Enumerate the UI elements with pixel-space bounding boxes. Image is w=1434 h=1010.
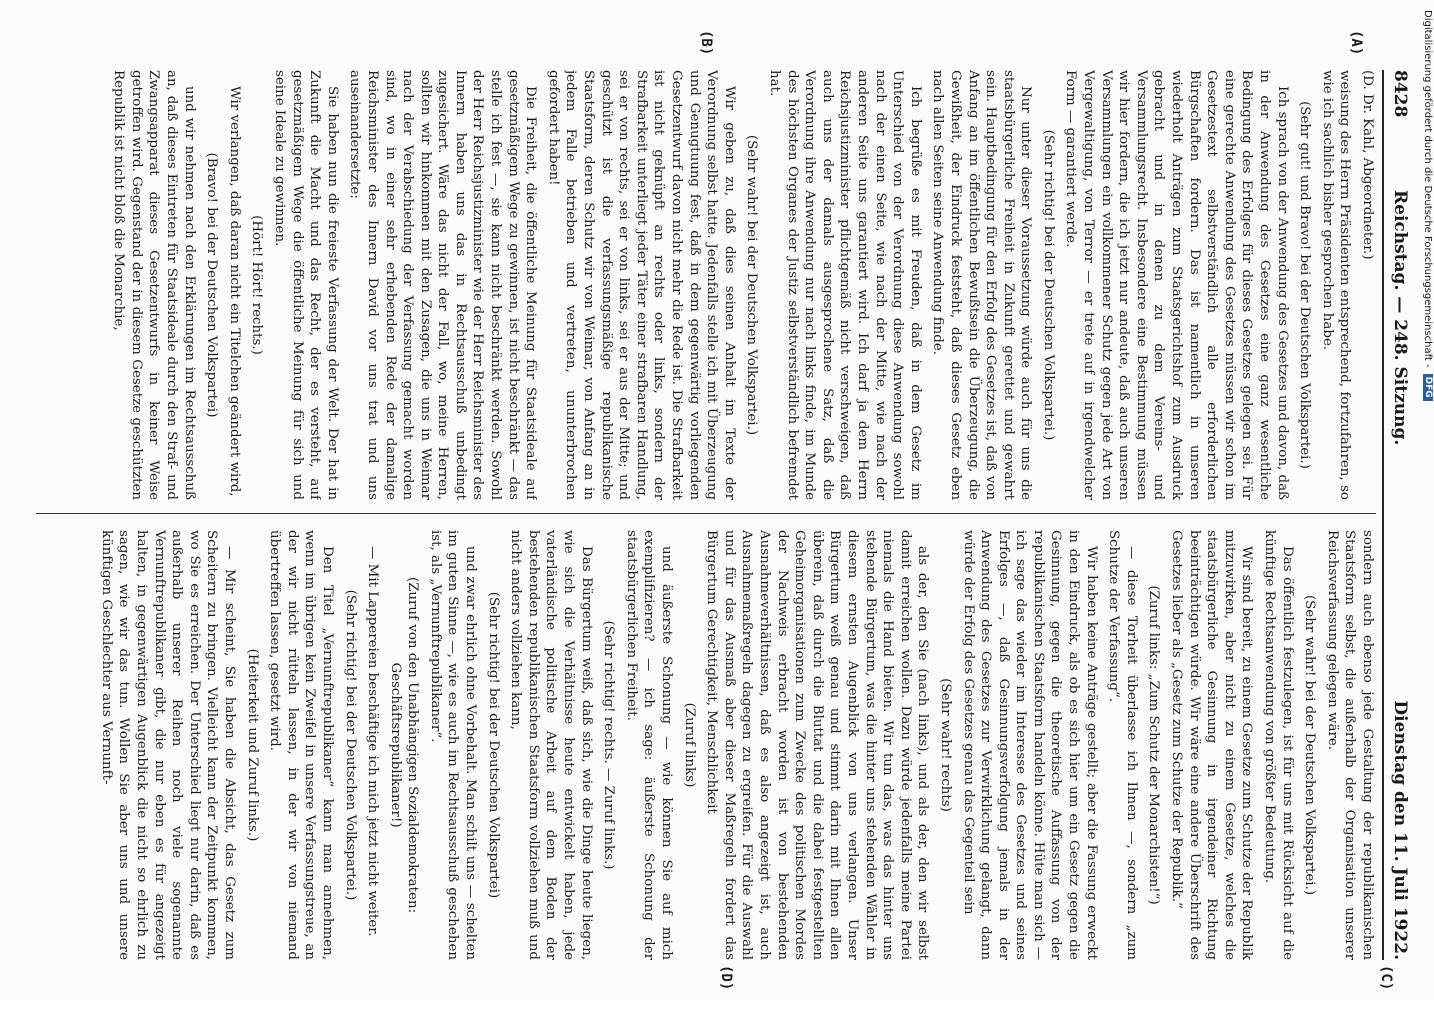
interjection: (Zuruf von den Unabhängigen Sozialdemokraten: Geschäftsrepublikaner!)	[387, 576, 421, 914]
paragraph: Wir sind bereit, zu einem Gesetze zum Schutze der Republik mitzuwirken, aber nicht zu einem Gesetze, welches die staatsbürgerliche Gesinnung in irgendeiner Richtung beeinträchtigen würde. Wir wäre eine andere Überschrift des Gesetzes lieber als „Gesetz zum Schutze der Republik.“	[1169, 530, 1255, 960]
dfg-logo: DFG	[1423, 374, 1433, 401]
page-header	[1382, 70, 1414, 960]
paragraph: — Mir scheint, Sie haben die Absicht, das Gesetz zum Scheitern zu bringen. Vielleicht kann der Zeitpunkt kommen, wo Sie es erreichen. Der Unterschied liegt nur darin, daß es außerhalb unserer Reihen noch viele sogenannte Vernunftrepublikaner gibt, die nur eben es für angezeigt halten, in gegenwärtigen Augenblick die nicht so ehrlich zu sagen, wie wir das tun. Wollen Sie aber uns und unsere künftigen Geschlechter aus Vernunft-	[98, 530, 237, 960]
margin-mark-d: (D)	[718, 965, 734, 991]
margin-mark-a: (A)	[1348, 30, 1364, 56]
quotation: Sie haben nun die freieste Verfassung der Welt. Der hat in Zukunft die Macht und das Recht, der es versteht, auf gesetzmäßigem Wege die öffentliche Meinung für sich und seine Ideale zu gewinnen.	[271, 70, 340, 500]
interjection: (Bravo! bei der Deutschen Volkspartei)	[204, 152, 220, 418]
paragraph: Ich begrüße es mit Freuden, daß in dem Gesetz im Unterschied von der Verordnung diese Anwendung sowohl nach der einen Seite, wie nach der Mitte, wie nach der anderen Seite uns garantiert wird. Ich darf ja dem Herrn Reichsjustizminister pflichtgemäß nicht verschweigen, daß auch uns der damals ausgesprochene Satz, daß die Verordnung ihre Anwendung nur nach links finde, im Munde des höchsten Organes der Justiz selbstverständlich befremdet hat.	[767, 70, 923, 500]
paragraph: Das öffentlich festzulegen, ist für uns mit Rücksicht auf die künftige Rechtsanwendung von größter Bedeutung.	[1262, 530, 1295, 960]
interjection: (Zuruf links: „Zum Schutz der Monarchisten!“)	[1146, 585, 1162, 905]
paragraph: und wir nehmen nach den Erklärungen im Rechtsausschuß an, daß dieses Eintreten für Staatsideale durch den Straf- und Zwangsapparat dieses Gesetzentwurfs in keiner Weise getroffen wird. Gegenstand der in diesem Gesetze geschützten Republik ist nicht bloß die Monarchie,	[111, 70, 197, 500]
header-right: Dienstag den 11. Juli 1922.	[1390, 700, 1410, 960]
paragraph: Wir geben zu, daß dies seinen Anhalt im Texte der Verordnung selbst hatte. Jedenfalls stelle ich mit Überzeugung und Genugtuung fest, daß in dem gegenwärtig vorliegenden Gesetzentwurf davon nicht mehr die Rede ist. Die Strafbarkeit ist nicht geknüpft an rechts oder links, sondern der Strafbarkeit unterliegt jeder Täter einer strafbaren Handlung, sei er von rechts, sei er von links, sei er aus der Mitte; und geschützt ist die verfassungsmäßige republikanische Staatsform, deren Schutz wir von Weimar, von Anfang an in jedem Falle betrieben und vertreten, ununterbrochen gefordert haben!	[545, 70, 737, 500]
paragraph: Wir haben keine Anträge gestellt; aber die Fassung erweckt in den Eindruck, als ob es sich hier um ein Gesetz gegen die Gesinnung, gegen die theoretische Auffassung von der republikanischen Staatsform handeln könne. Hüte man sich — ich sage das wieder im Interesse des Gesetzes und seines Erfolges —, daß Gesinnungsverfolgung jemals in der Anwendung des Gesetzes zur Verwirklichung gelangt, dann würde der Erfolg des Gesetzes genau das Gegenteil sein	[960, 530, 1099, 960]
column-rule	[36, 513, 1376, 514]
paragraph: Wir verlangen, daß daran nicht ein Titelchen geändert wird,	[226, 86, 242, 497]
interjection: (Sehr richtig! rechts. — Zuruf links.)	[601, 620, 617, 870]
interjection: (Zuruf links)	[681, 702, 697, 788]
paragraph: Die Freiheit, die öffentliche Meinung für Staatsideale auf gesetzmäßigem Wege zu gewinnen, ist nicht beschränkt — das stelle ich fest —, sie kann nicht beschränkt werden. Sowohl der Herr Reichsjustizminister wie der Herr Reichsminister des Innern haben uns das in Rechtsausschuß unbedingt zugesichert. Wäre das nicht der Fall, wo, meine Herren, sollten wir hinkommen mit den Zusagen, die uns in Weimar nach der Verabschiedung der Verfassung gemacht worden sind, wo in einer sehr erhebenden Rede der damalige Reichsminister des Innern David vor uns trat und uns auseinandersetzte:	[347, 70, 539, 500]
interjection: (Hört! Hört! rechts.)	[249, 215, 265, 355]
paragraph: sondern auch ebenso jede Gestaltung der republikanischen Staatsform selbst, die außerhalb der Organisation unserer Reichsverfassung gelegen wäre.	[1324, 530, 1375, 960]
interjection: (Sehr gut! und Bravo! bei der Deutschen Volkspartei.)	[1297, 101, 1313, 469]
credit-text: Digitalisierung gefördert durch die Deutsche Forschungsgemeinschaft -	[1422, 10, 1434, 368]
paragraph: — Mit Lappereien beschäftige ich mich jetzt nicht weiter.	[365, 546, 381, 937]
digitization-credit	[1421, 10, 1434, 1010]
interjection: (Sehr wahr! rechts)	[937, 678, 953, 812]
paragraph: und äußerste Schonung — wie können Sie auf mich exemplifizieren? — ich sage: äußerste Schonung der staatsbürgerlichen Freiheit.	[623, 530, 675, 960]
page-number: 8428	[1390, 70, 1410, 118]
paragraph: Das Bürgertum weiß, daß sich, wie die Dinge heute liegen, wie sich die Verhältnisse heute entwickelt haben, jede vaterländische politische Arbeit auf dem Boden der bestehenden republikanischen Staatsform vollziehen muß und nicht anders vollziehen kann,	[508, 530, 594, 960]
interjection: (Sehr richtig! bei der Deutschen Volkspartei.)	[342, 589, 358, 901]
interjection: (Heiterkeit und Zuruf links.)	[244, 648, 260, 842]
header-left: Reichstag. — 248. Sitzung.	[1390, 190, 1410, 446]
paragraph: Ich sprach von der Anwendung des Gesetzes und davon, daß in der Anwendung des Gesetzes eine ganz wesentliche Bedingung des Erfolges für dieses Gesetzes gelegen sei. Für eine gerechte Anwendung des Gesetzes müssen wir schon im Gesetzestext selbstverständlich alle erforderlichen Bürgschaften fordern. Das ist namentlich in unseren wiederholt Anträgen zum Staatsgerichtshof zum Ausdruck gebracht und in denen zu dem Vereins- und Versammlungsrecht. Insbesondere eine Bestimmung müssen wir hier fordern, die ich jetzt nur andeute, daß auch unseren Versammlungen ein vollkommener Schutz gegen jede Art von Vergewaltigung, von Terror — er trete auf in irgendwelcher Form — garantiert werde.	[1063, 70, 1290, 500]
left-column	[36, 70, 1376, 500]
interjection: (Sehr wahr! bei der Deutschen Volkspartei.)	[744, 134, 760, 436]
paragraph: als der, den Sie (nach links), und als der, den wir selbst damit erreichen wollen. Dazu würde jedenfalls meine Partei niemals die Hand bieten. Wir tun das, was das hinter uns stehende Bürgertum, was die hinter uns stehenden Wähler in diesem ernsten Augenblick von uns verlangen. Unser Bürgertum weiß genau und stimmt darin mit Ihnen allen überein, daß durch die Bluttat und die dabei festgestellten Geheimorganisationen zum Zwecke des politischen Mordes der Nachweis erbracht worden ist von bestehenden Ausnahmeverhältnissen, daß es also angezeigt ist, auch Ausnahmemaßregeln dagegen zu ergreifen. Für die Auswahl und für das Ausmaß aber dieser Maßregeln fordert das Bürgertum Gerechtigkeit, Menschlichkeit	[704, 530, 931, 960]
paragraph: und zwar ehrlich ohne Vorbehalt. Man schilt uns — schelten im guten Sinne —, wie es auch im Rechtsausschuß geschehen ist, als „Vernunftrepublikaner“.	[427, 530, 479, 960]
speaker-line: (D. Dr. Kahl, Abgeordneter.)	[1360, 70, 1375, 260]
margin-mark-b: (B)	[698, 30, 714, 56]
interjection: (Sehr wahr! bei der Deutschen Volkspartei.)	[1302, 594, 1318, 896]
paragraph: Den Titel „Vernunftrepublikaner“ kann man annehmen, wenn im übrigen kein Zweifel in unsere Verfassungstreue, an der wir nicht rütteln lassen, in der wir von niemand übertreffen lassen, gesetzt wird.	[267, 530, 335, 960]
interjection: (Sehr richtig! bei der Deutschen Volkspartei.)	[1040, 129, 1056, 441]
paragraph: Nur unter dieser Voraussetzung würde auch für uns die staatsbürgerliche Freiheit in Zukunft gerettet und gewahrt sein. Hauptbedingung für den Erfolg des Gesetzes ist, daß von Anfang an im öffentlichen Bewußtsein die Überzeugung, die Gewißheit, der Eindruck feststeht, daß dieses Gesetz eben nach allen Seiten seine Anwendung finde.	[930, 70, 1034, 500]
right-column	[36, 530, 1376, 960]
margin-mark-c: (C)	[1378, 965, 1394, 991]
interjection: (Sehr richtig! bei der Deutschen Volkspartei)	[485, 591, 501, 899]
paragraph: weisung des Herrn Präsidenten entsprechend, fortzufahren, so wie ich sachlich bisher gesprochen habe.	[1319, 70, 1353, 500]
paragraph: — diese Torheit überlasse ich Ihnen —, sondern „zum Schutze der Verfassung“.	[1106, 530, 1139, 960]
